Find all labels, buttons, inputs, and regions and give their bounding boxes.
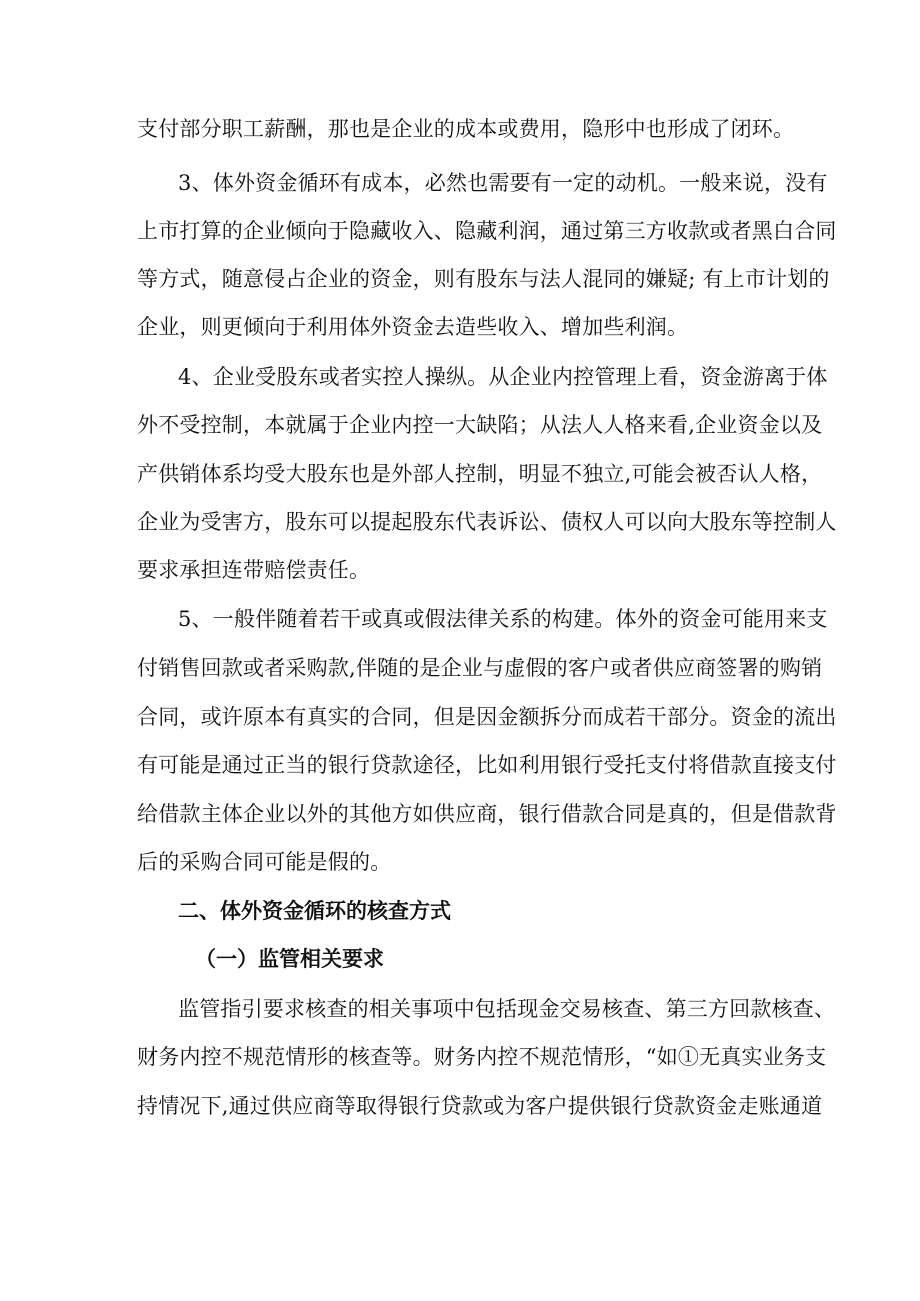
paragraph-4-line-3: 合同，或许原本有真实的合同，但是因金额拆分而成若干部分。资金的流出	[137, 705, 837, 729]
paragraph-2-line-1: 3、体外资金循环有成本，必然也需要有一定的动机。一般来说，没有	[178, 171, 828, 195]
paragraph-4-line-1: 5、一般伴随着若干或真或假法律关系的构建。体外的资金可能用来支	[178, 607, 828, 631]
paragraph-5-line-1: 监管指引要求核查的相关事项中包括现金交易核查、第三方回款核查、	[178, 997, 836, 1021]
paragraph-4-line-4: 有可能是通过正当的银行贷款途径，比如利用银行受托支付将借款直接支付	[137, 753, 837, 777]
section-heading: 二、体外资金循环的核查方式	[178, 899, 451, 923]
subsection-heading: （一）监管相关要求	[195, 947, 384, 971]
paragraph-3-line-1: 4、企业受股东或者实控人操纵。从企业内控管理上看，资金游离于体	[178, 365, 828, 389]
paragraph-3-line-5: 要求承担连带赔偿责任。	[137, 558, 371, 582]
paragraph-2-line-4: 企业，则更倾向于利用体外资金去造些收入、增加些利润。	[137, 315, 689, 339]
paragraph-4-line-6: 后的采购合同可能是假的。	[137, 850, 392, 874]
paragraph-3-line-4: 企业为受害方，股东可以提起股东代表诉讼、债权人可以向大股东等控制人	[137, 510, 837, 534]
paragraph-2-line-3: 等方式，随意侵占企业的资金，则有股东与法人混同的嫌疑; 有上市计划的	[137, 267, 830, 291]
paragraph-3-line-3: 产供销体系均受大股东也是外部人控制，明显不独立,可能会被否认人格，	[137, 462, 823, 486]
paragraph-5-line-2: 财务内控不规范情形的核查等。财务内控不规范情形，“如①无真实业务支	[137, 1045, 827, 1069]
paragraph-5-line-3: 持情况下,通过供应商等取得银行贷款或为客户提供银行贷款资金走账通道	[137, 1094, 823, 1118]
paragraph-4-line-5: 给借款主体企业以外的其他方如供应商，银行借款合同是真的，但是借款背	[137, 802, 837, 826]
paragraph-2-line-2: 上市打算的企业倾向于隐藏收入、隐藏利润，通过第三方收款或者黑白合同	[137, 219, 837, 243]
paragraph-3-line-2: 外不受控制，本就属于企业内控一大缺陷；从法人人格来看,企业资金以及	[137, 413, 823, 437]
paragraph-4-line-2: 付销售回款或者采购款,伴随的是企业与虚假的客户或者供应商签署的购销	[137, 656, 823, 680]
paragraph-1-line-1: 支付部分职工薪酬，那也是企业的成本或费用，隐形中也形成了闭环。	[137, 117, 795, 141]
